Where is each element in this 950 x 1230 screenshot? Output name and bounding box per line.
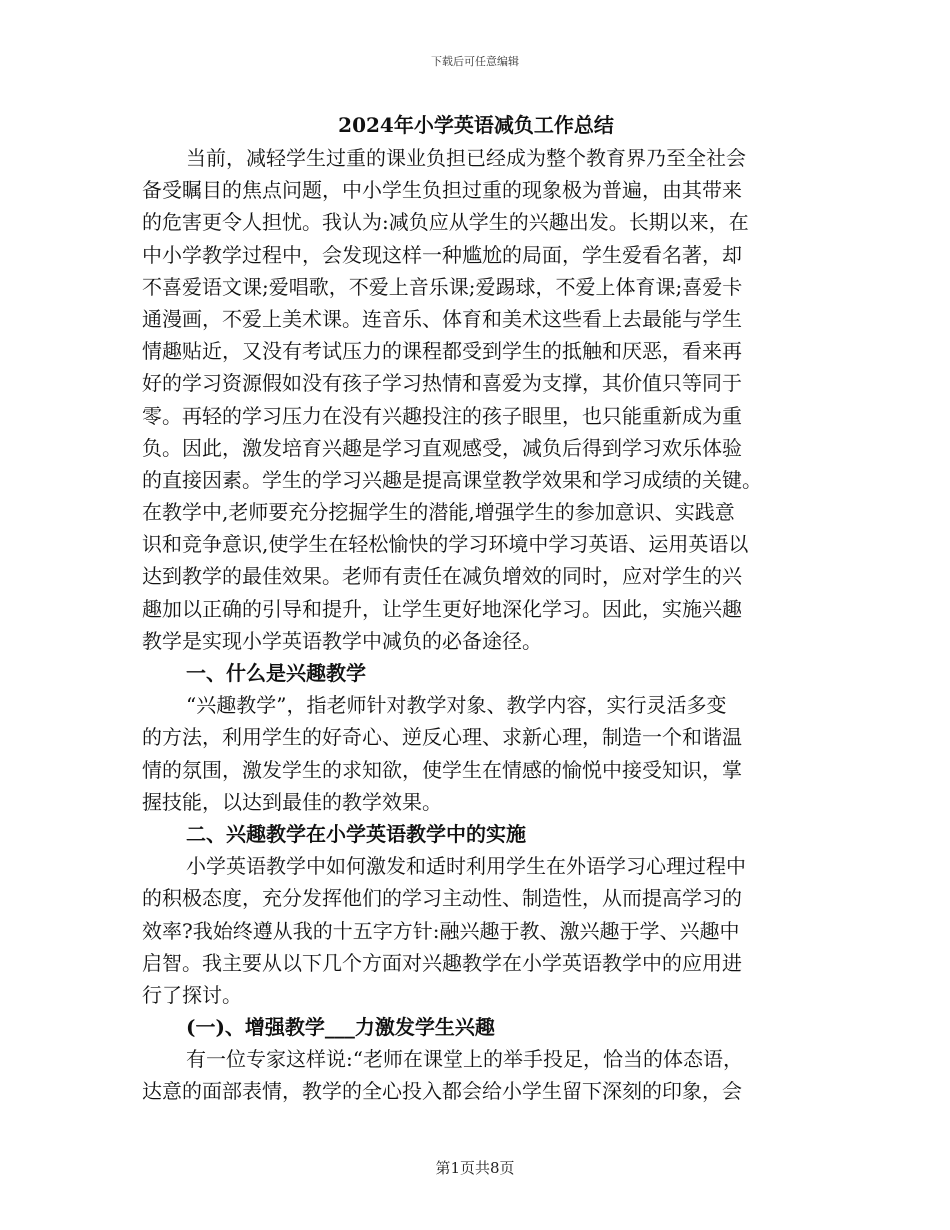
- page-number-footer: 第1页共8页: [435, 1159, 515, 1177]
- paragraph-line: 情趣贴近，又没有考试压力的课程都受到学生的抵触和厌恶，看来再: [142, 339, 742, 364]
- paragraph-line: 中小学教学过程中，会发现这样一种尴尬的局面，学生爱看名著，却: [142, 242, 742, 267]
- paragraph-line: 识和竞争意识,使学生在轻松愉快的学习环境中学习英语、运用英语以: [142, 532, 749, 557]
- paragraph-line: 的危害更令人担忧。我认为:减负应从学生的兴趣出发。长期以来，在: [142, 210, 749, 235]
- paragraph-line: 行了探讨。: [142, 982, 242, 1007]
- subsection-heading: (一)、增强教学___力激发学生兴趣: [186, 1015, 495, 1040]
- paragraph-line: 效率?我始终遵从我的十五字方针:融兴趣于教、激兴趣于学、兴趣中: [142, 918, 740, 943]
- paragraph-line: 的积极态度，充分发挥他们的学习主动性、制造性，从而提高学习的: [142, 886, 742, 911]
- page-header: 下载后可任意编辑: [431, 55, 519, 68]
- paragraph-line: 握技能，以达到最佳的教学效果。: [142, 789, 442, 814]
- paragraph-line: 的方法，利用学生的好奇心、逆反心理、求新心理，制造一个和谐温: [142, 725, 742, 750]
- paragraph-line: 的直接因素。学生的学习兴趣是提高课堂教学效果和学习成绩的关键。: [142, 467, 762, 492]
- document-title: 2024年小学英语减负工作总结: [338, 113, 614, 137]
- paragraph-line: “兴趣教学”，指老师针对教学对象、教学内容，实行灵活多变: [186, 693, 727, 718]
- paragraph-line: 好的学习资源假如没有孩子学习热情和喜爱为支撑，其价值只等同于: [142, 371, 742, 396]
- document-body: [142, 108, 810, 1108]
- paragraph-line: 有一位专家这样说:“老师在课堂上的举手投足，恰当的体态语，: [186, 1047, 743, 1072]
- paragraph-line: 教学是实现小学英语教学中减负的必备途径。: [142, 628, 542, 653]
- section-heading: 一、什么是兴趣教学: [186, 661, 366, 685]
- paragraph-line: 不喜爱语文课;爱唱歌，不爱上音乐课;爱踢球，不爱上体育课;喜爱卡: [142, 274, 743, 299]
- paragraph-line: 达意的面部表情，教学的全心投入都会给小学生留下深刻的印象，会: [142, 1079, 742, 1104]
- paragraph-line: 当前，减轻学生过重的课业负担已经成为整个教育界乃至全社会: [186, 146, 746, 170]
- section-heading: 二、兴趣教学在小学英语教学中的实施: [186, 821, 526, 846]
- paragraph-line: 小学英语教学中如何激发和适时利用学生在外语学习心理过程中: [186, 854, 746, 879]
- paragraph-line: 负。因此，激发培育兴趣是学习直观感受，减负后得到学习欢乐体验: [142, 435, 742, 460]
- paragraph-line: 趣加以正确的引导和提升，让学生更好地深化学习。因此，实施兴趣: [142, 596, 742, 621]
- paragraph-line: 通漫画，不爱上美术课。连音乐、体育和美术这些看上去最能与学生: [142, 306, 742, 331]
- paragraph-line: 启智。我主要从以下几个方面对兴趣教学在小学英语教学中的应用进: [142, 950, 742, 975]
- paragraph-line: 情的氛围，激发学生的求知欲，使学生在情感的愉悦中接受知识，掌: [142, 757, 742, 782]
- paragraph-line: 备受瞩目的焦点问题，中小学生负担过重的现象极为普遍，由其带来: [142, 178, 742, 203]
- paragraph-line: 在教学中,老师要充分挖掘学生的潜能,增强学生的参加意识、实践意: [142, 500, 735, 525]
- paragraph-line: 达到教学的最佳效果。老师有责任在减负增效的同时，应对学生的兴: [142, 564, 742, 589]
- paragraph-line: 零。再轻的学习压力在没有兴趣投注的孩子眼里，也只能重新成为重: [142, 403, 742, 428]
